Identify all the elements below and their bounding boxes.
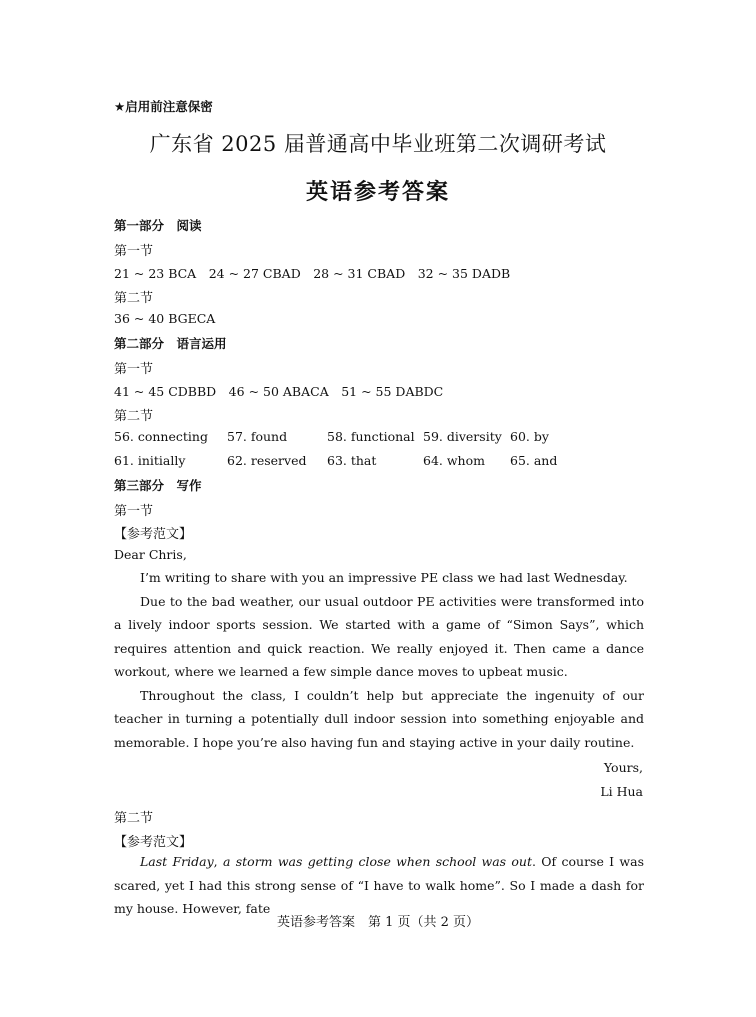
letter-paragraph: Throughout the class, I couldn’t help but appreciate the ingenuity of our teacher in turning a potentially dull indoor session into something enjoyable and memorable. I hope you’re also having fun and staying active in your daily routine. xyxy=(114,687,644,750)
cloze-answers-row-2 xyxy=(114,453,614,471)
part3-heading: 第三部分 写作 xyxy=(114,478,202,493)
cloze-answer: 63. that xyxy=(327,453,377,468)
part2-section2-label: 第二节 xyxy=(114,409,154,424)
letter-paragraph: Due to the bad weather, our usual outdoor PE activities were transformed into a lively indoor sports session. We started with a game of “Simon Says”, which requires attention and quick reaction. We really enjoyed it. Then came a dance workout, where we learned a few simple dance moves to upbeat music. xyxy=(114,593,644,679)
story-paragraph xyxy=(114,850,644,921)
part3-section1-label: 第一节 xyxy=(114,504,154,519)
cloze-answer: 57. found xyxy=(227,429,288,444)
part1-section1-answers: 21 ~ 23 BCA 24 ~ 27 CBAD 28 ~ 31 CBAD 32 ~ 35 DADB xyxy=(114,266,511,281)
part2-heading: 第二部分 语言运用 xyxy=(114,336,227,351)
part1-section2-answers: 36 ~ 40 BGECA xyxy=(114,311,216,326)
part2-section1-answers: 41 ~ 45 CDBBD 46 ~ 50 ABACA 51 ~ 55 DABDC xyxy=(114,384,444,399)
part3-section2-label: 第二节 xyxy=(114,811,154,826)
cloze-answer: 56. connecting xyxy=(114,429,208,444)
continuation-story xyxy=(114,850,644,921)
sample-essay-label-2: 【参考范文】 xyxy=(114,835,193,850)
cloze-answer: 61. initially xyxy=(114,453,186,468)
cloze-answer: 64. whom xyxy=(423,453,485,468)
letter-paragraph: I’m writing to share with you an impressive PE class we had last Wednesday. xyxy=(140,570,628,585)
part1-section2-label: 第二节 xyxy=(114,291,154,306)
letter-closing: Yours, xyxy=(603,760,643,775)
letter-signature: Li Hua xyxy=(600,784,643,799)
letter-greeting: Dear Chris, xyxy=(114,547,187,562)
sample-essay-label: 【参考范文】 xyxy=(114,527,193,542)
cloze-answer: 59. diversity xyxy=(423,429,502,444)
part2-section1-label: 第一节 xyxy=(114,362,154,377)
cloze-answer: 60. by xyxy=(510,429,549,444)
exam-title: 广东省 2025 届普通高中毕业班第二次调研考试 xyxy=(149,132,607,156)
cloze-answer: 62. reserved xyxy=(227,453,307,468)
story-italic-phrase: Last Friday xyxy=(140,854,214,869)
sample-letter-body xyxy=(114,566,644,754)
document-subtitle: 英语参考答案 xyxy=(305,180,450,205)
cloze-answer: 65. and xyxy=(510,453,558,468)
page-footer: 英语参考答案 第 1 页（共 2 页） xyxy=(276,915,480,930)
part1-section1-label: 第一节 xyxy=(114,244,154,259)
cloze-answers-row-1 xyxy=(114,429,614,447)
part1-heading: 第一部分 阅读 xyxy=(114,218,202,233)
confidential-notice: ★启用前注意保密 xyxy=(114,99,213,114)
story-text: . Of course I was scared, yet I had this strong sense of “I have to walk home”. So I made a dash for my house. However, fate xyxy=(114,854,644,916)
story-separator: , xyxy=(213,854,223,869)
story-italic-phrase: a storm was getting close when school was out xyxy=(222,854,533,869)
cloze-answer: 58. functional xyxy=(327,429,415,444)
